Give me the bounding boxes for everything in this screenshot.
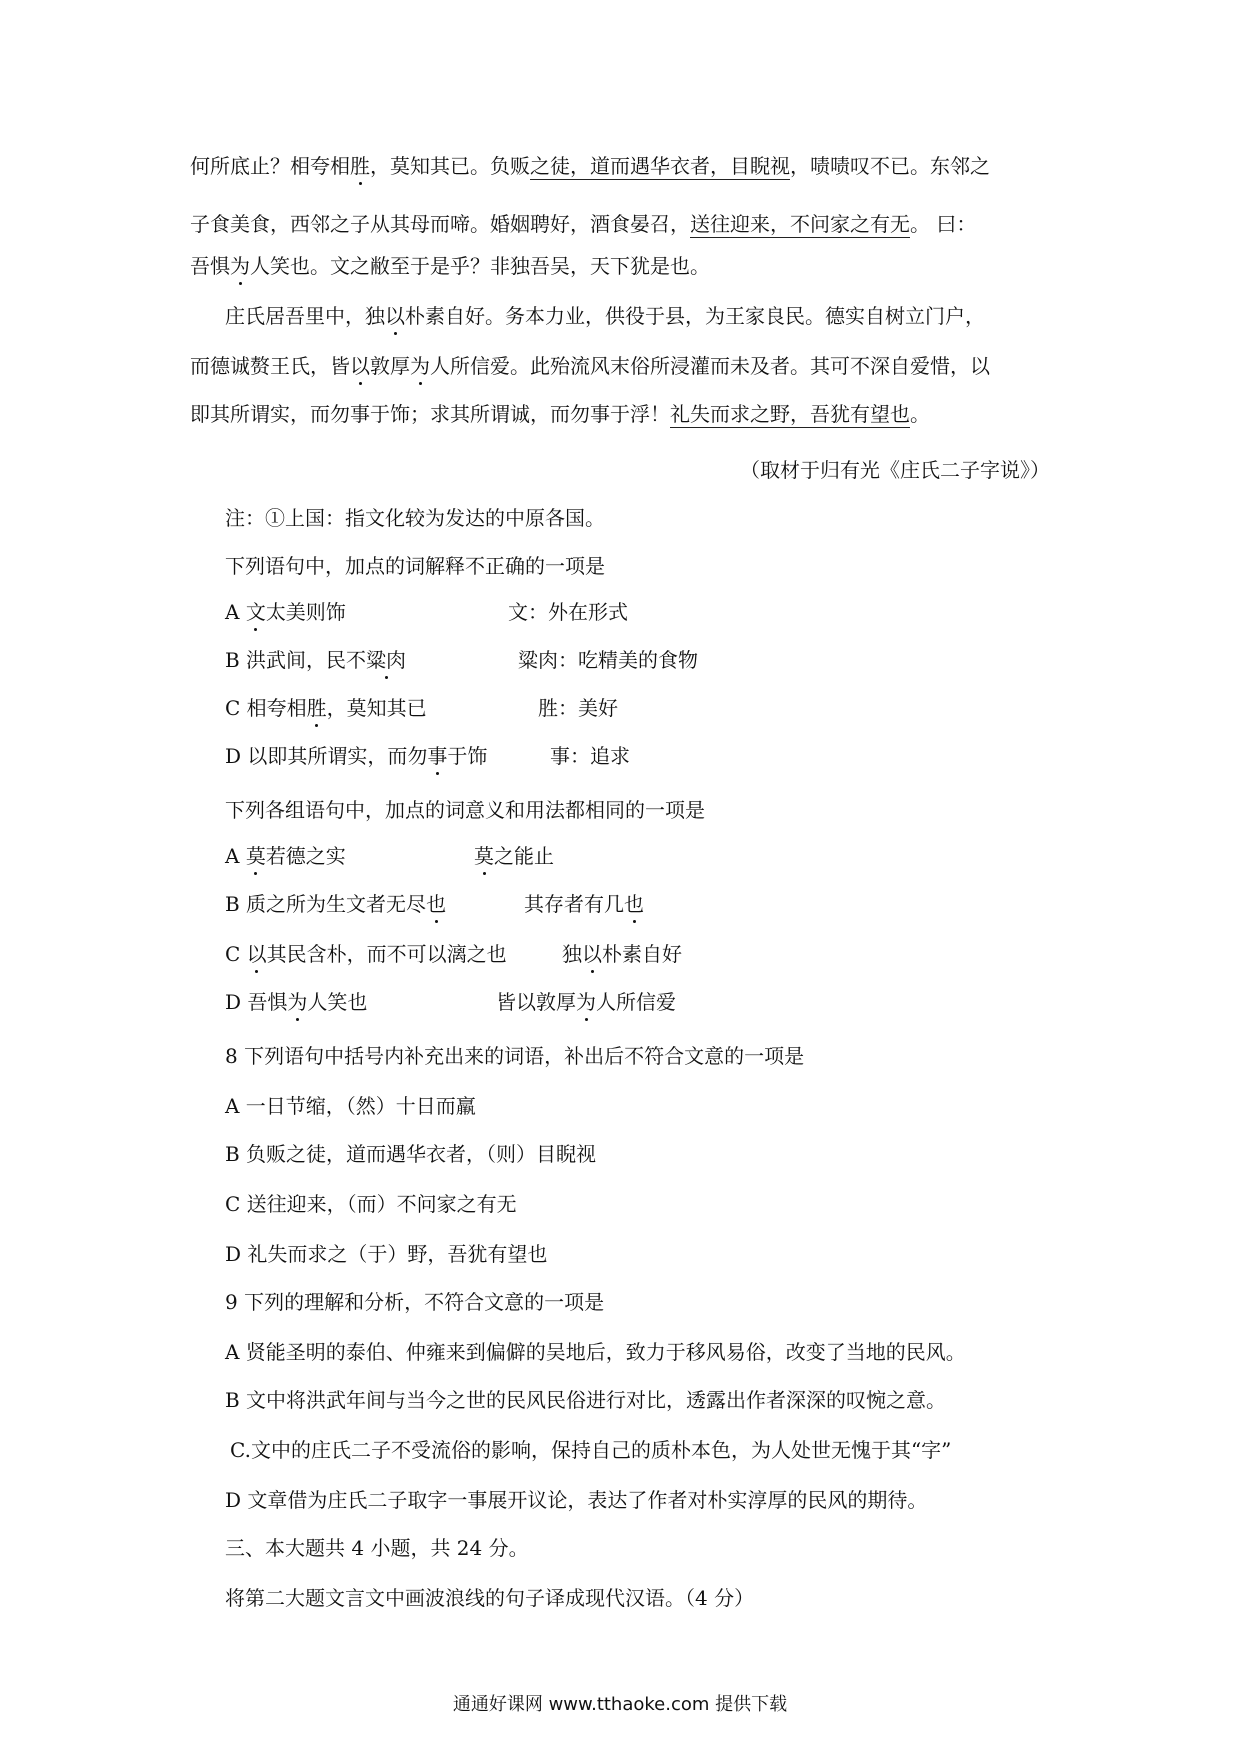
q8-option-a: A 一日节缩，（然）十日而羸 — [225, 1094, 476, 1118]
dotted-char: 胜 — [306, 696, 327, 720]
q9-option-a: A 贤能圣明的泰伯、仲雍来到偏僻的吴地后，致力于移风易俗，改变了当地的民风。 — [225, 1340, 966, 1364]
question-10-prompt: 将第二大题文言文中画波浪线的句子译成现代汉语。（4 分） — [225, 1586, 755, 1610]
q7-option-b: B 质之所为生文者无尽也 — [225, 892, 447, 916]
q6-option-c: C 相夸相胜，莫知其已 — [225, 696, 427, 720]
q9-option-c: C.文中的庄氏二子不受流俗的影响，保持自己的质朴本色，为人处世无愧于其“字” — [230, 1438, 952, 1462]
question-6-stem: 下列语句中，加点的词解释不正确的一项是 — [225, 554, 605, 578]
underlined-phrase: 送往迎来，不问家之有无 — [690, 212, 910, 236]
q6-option-d: D 以即其所谓实，而勿事于饰 — [225, 744, 488, 768]
q6-option-c-gloss: 胜：美好 — [538, 696, 618, 720]
dotted-char: 以 — [246, 942, 267, 966]
question-7-stem: 下列各组语句中，加点的词意义和用法都相同的一项是 — [225, 798, 705, 822]
q7-option-d: D 吾惧为人笑也 — [225, 990, 368, 1014]
source-citation: （取材于归有光《庄氏二子字说》） — [740, 458, 1050, 482]
q6-option-a: A 文太美则饰 — [225, 600, 346, 624]
dotted-char: 事 — [427, 744, 448, 768]
question-8-stem: 8 下列语句中括号内补充出来的词语，补出后不符合文意的一项是 — [225, 1044, 805, 1068]
dotted-char: 为 — [287, 990, 308, 1014]
q6-option-d-gloss: 事：追求 — [550, 744, 630, 768]
passage-line-3: 吾惧为人笑也。文之敝至于是乎？非独吾吴，天下犹是也。 — [190, 254, 710, 278]
passage-line-6: 即其所谓实，而勿事于饰；求其所谓诚，而勿事于浮！礼失而求之野，吾犹有望也。 — [190, 402, 930, 426]
dotted-char: 以 — [582, 942, 602, 966]
q7-option-b-right: 其存者有几也 — [524, 892, 644, 916]
q8-option-b: B 负贩之徒，道而遇华衣者，（则）目睨视 — [225, 1142, 597, 1166]
dotted-char: 文 — [245, 600, 266, 624]
dotted-char: 胜 — [350, 154, 370, 178]
q6-option-a-gloss: 文：外在形式 — [508, 600, 628, 624]
q6-option-b-gloss: 粱肉：吃精美的食物 — [518, 648, 698, 672]
q7-option-a: A 莫若德之实 — [225, 844, 346, 868]
dotted-char: 为 — [410, 354, 430, 378]
q8-option-d: D 礼失而求之（于）野，吾犹有望也 — [225, 1242, 548, 1266]
page-footer: 通通好课网 www.tthaoke.com 提供下载 — [452, 1694, 788, 1715]
section-3-title: 三、本大题共 4 小题，共 24 分。 — [225, 1536, 529, 1560]
passage-line-1: 何所底止？相夸相胜，莫知其已。负贩之徒，道而遇华衣者，目睨视，啧啧叹不已。东邻之 — [190, 154, 990, 178]
q7-option-c: C 以其民含朴，而不可以漓之也 — [225, 942, 507, 966]
q9-option-d: D 文章借为庄氏二子取字一事展开议论，表达了作者对朴实淳厚的民风的期待。 — [225, 1488, 928, 1512]
underlined-phrase: 之徒，道而遇华衣者，目睨视 — [530, 154, 790, 178]
q7-option-a-right: 莫之能止 — [474, 844, 554, 868]
dotted-char: 粱肉 — [366, 648, 407, 672]
dotted-char: 为 — [576, 990, 596, 1014]
dotted-char: 莫 — [474, 844, 494, 868]
passage-line-5: 而德诚赘王氏，皆以敦厚为人所信爱。此殆流风末俗所浸灌而未及者。其可不深自爱惜，以 — [190, 354, 990, 378]
dotted-char: 也 — [624, 892, 644, 916]
q9-option-b: B 文中将洪武年间与当今之世的民风民俗进行对比，透露出作者深深的叹惋之意。 — [225, 1388, 947, 1412]
q7-option-c-right: 独以朴素自好 — [562, 942, 682, 966]
question-9-stem: 9 下列的理解和分析，不符合文意的一项是 — [225, 1290, 605, 1314]
q7-option-d-right: 皆以敦厚为人所信爱 — [496, 990, 676, 1014]
passage-line-4: 庄氏居吾里中，独以朴素自好。务本力业，供役于县，为王家良民。德实自树立门户， — [225, 304, 985, 328]
dotted-char: 莫 — [245, 844, 266, 868]
q6-option-b: B 洪武间，民不粱肉 — [225, 648, 407, 672]
underlined-phrase: 礼失而求之野，吾犹有望也 — [670, 402, 910, 426]
dotted-char: 以 — [385, 304, 405, 328]
footnote: 注：①上国：指文化较为发达的中原各国。 — [225, 506, 605, 530]
passage-line-2: 子食美食，西邻之子从其母而啼。婚姻聘好，酒食晏召，送往迎来，不问家之有无。 曰： — [190, 212, 977, 236]
q8-option-c: C 送往迎来，（而）不问家之有无 — [225, 1192, 517, 1216]
dotted-char: 为 — [230, 254, 250, 278]
dotted-char: 以 — [350, 354, 370, 378]
dotted-char: 也 — [426, 892, 447, 916]
